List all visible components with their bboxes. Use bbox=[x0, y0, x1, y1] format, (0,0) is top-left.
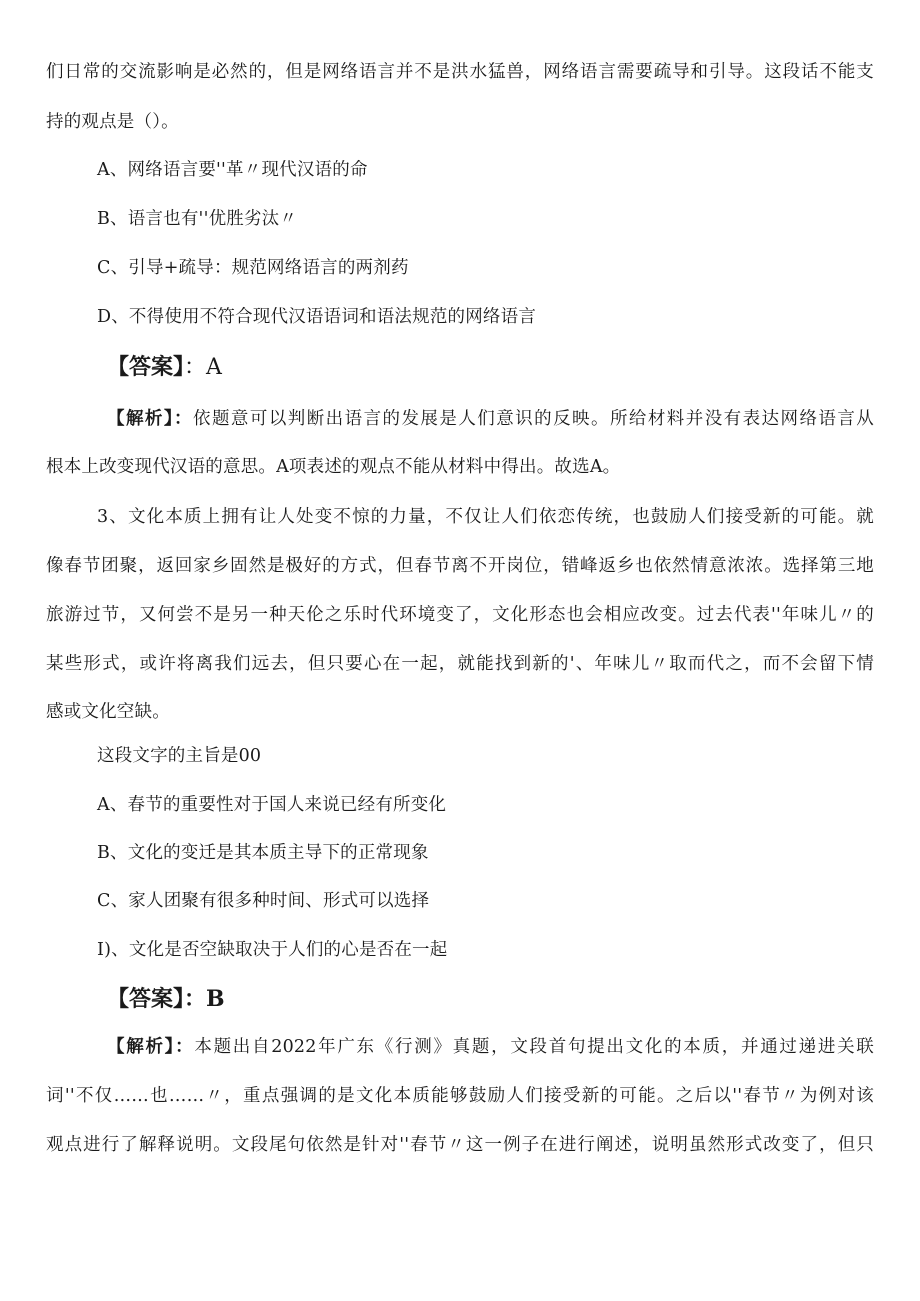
q2-stem-line-1: 们日常的交流影响是必然的，但是网络语言并不是洪水猛兽，网络语言需要疏导和引导。这段话不能支 bbox=[46, 62, 874, 82]
q3-stem-line-4: 某些形式，或许将离我们远去，但只要心在一起，就能找到新的'、年味儿〃取而代之，而不会留下情 bbox=[46, 654, 874, 674]
q2-answer-label: 【答案】 bbox=[107, 355, 185, 380]
q3-explanation-line-1 bbox=[107, 1035, 874, 1059]
q2-answer-value: ：A bbox=[184, 355, 222, 380]
q3-answer-label: 【答案】 bbox=[107, 987, 185, 1012]
q3-question: 这段文字的主旨是00 bbox=[97, 746, 262, 766]
q3-option-d: I)、文化是否空缺取决于人们的心是否在一起 bbox=[97, 940, 448, 960]
q2-answer bbox=[107, 353, 222, 383]
q3-option-a: A、春节的重要性对于国人来说已经有所变化 bbox=[97, 795, 447, 815]
q3-explanation-line-2: 词''不仅……也……〃，重点强调的是文化本质能够鼓励人们接受新的可能。之后以''春节〃为例对该 bbox=[46, 1086, 874, 1106]
q2-explanation-text-1: 依题意可以判断出语言的发展是人们意识的反映。所给材料并没有表达网络语言从 bbox=[193, 409, 875, 429]
q3-option-c: C、家人团聚有很多种时间、形式可以选择 bbox=[97, 891, 430, 911]
q3-explanation-line-3: 观点进行了解释说明。文段尾句依然是针对''春节〃这一例子在进行阐述，说明虽然形式改变了，但只 bbox=[46, 1135, 874, 1155]
q2-option-b: B、语言也有''优胜劣汰〃 bbox=[97, 209, 298, 229]
q2-explanation-line-2: 根本上改变现代汉语的意思。A项表述的观点不能从材料中得出。故选A。 bbox=[46, 457, 621, 477]
q3-stem-line-5: 感或文化空缺。 bbox=[46, 702, 170, 722]
q2-explanation-line-1 bbox=[107, 407, 874, 431]
q3-explanation-label: 【解析】： bbox=[107, 1037, 195, 1057]
q3-stem-line-3: 旅游过节，又何尝不是另一种天伦之乐时代环境变了，文化形态也会相应改变。过去代表''年味儿〃的 bbox=[46, 605, 874, 625]
q3-answer-value: ：B bbox=[184, 986, 225, 1012]
q3-option-b: B、文化的变迁是其本质主导下的正常现象 bbox=[97, 843, 429, 863]
q2-option-a: A、网络语言要''革〃现代汉语的命 bbox=[97, 160, 368, 180]
q2-option-c: C、引导+疏导：规范网络语言的两剂药 bbox=[97, 258, 409, 278]
q3-stem-line-1: 3、文化本质上拥有让人处变不惊的力量，不仅让人们依恋传统，也鼓励人们接受新的可能。就 bbox=[97, 507, 874, 527]
q3-answer bbox=[107, 984, 225, 1015]
q3-stem-line-2: 像春节团聚，返回家乡固然是极好的方式，但春节离不开岗位，错峰返乡也依然情意浓浓。选择第三地 bbox=[46, 556, 874, 576]
q2-option-d: D、不得使用不符合现代汉语语词和语法规范的网络语言 bbox=[97, 307, 537, 327]
q2-stem-line-2: 持的观点是（）。 bbox=[46, 112, 179, 132]
q3-explanation-text-1: 本题出自2022年广东《行测》真题，文段首句提出文化的本质，并通过递进关联 bbox=[194, 1037, 874, 1057]
q2-explanation-label: 【解析】： bbox=[107, 409, 194, 429]
